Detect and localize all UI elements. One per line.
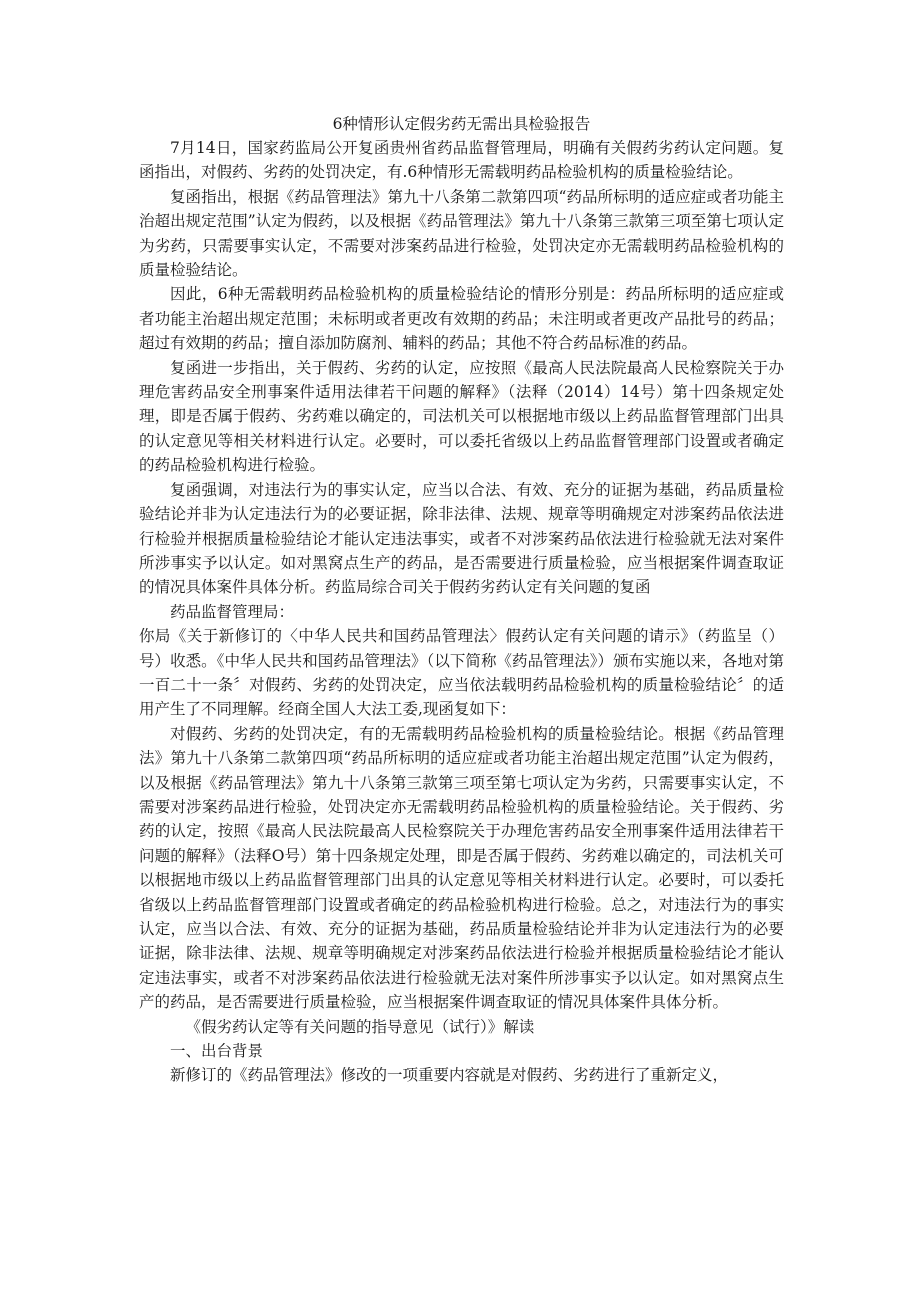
document-page: [139, 112, 784, 1088]
paragraph-3: 因此，6种无需载明药品检验机构的质量检验结论的情形分别是：药品所标明的适应症或者功能主治超出规定范围；未标明或者更改有效期的药品；未注明或者更改产品批号的药品；超过有效期的药品；擅自添加防腐剂、辅料的药品；其他不符合药品标准的药品。: [139, 285, 784, 353]
paragraph-reply: 对假药、劣药的处罚决定，有的无需载明药品检验机构的质量检验结论。根据《药品管理法》第九十八条第二款第四项“药品所标明的适应症或者功能主治超出规定范围”认定为假药，以及根据《药品管理法》第九十八条第三款第三项至第七项认定为劣药，只需要事实认定，不需要对涉案药品进行检验，处罚决定亦无需载明药品检验机构的质量检验结论。关于假药、劣药的认定，按照《最高人民法院最高人民检察院关于办理危害药品安全刑事案件适用法律若干问题的解释》（法释O号）第十四条规定处理，即是否属于假药、劣药难以确定的，司法机关可以根据地市级以上药品监督管理部门出具的认定意见等相关材料进行认定。必要时，可以委托省级以上药品监督管理部门设置或者确定的药品检验机构进行检验。总之，对违法行为的事实认定，应当以合法、有效、充分的证据为基础，药品质量检验结论并非为认定违法行为的必要证据，除非法律、法规、规章等明确规定对涉案药品依法进行检验并根据质量检验结论才能认定违法事实，或者不对涉案药品依法进行检验就无法对案件所涉事实予以认定。如对黑窝点生产的药品，是否需要进行质量检验，应当根据案件调查取证的情况具体案件具体分析。: [139, 724, 784, 1012]
document-title: 6种情形认定假劣药无需出具检验报告: [332, 115, 591, 133]
section-title-interpretation: 《假劣药认定等有关问题的指导意见（试行）》解读: [185, 1017, 535, 1036]
addressee-line: 药品监督管理局：: [170, 602, 295, 621]
paragraph-background: 新修订的《药品管理法》修改的一项重要内容就是对假药、劣药进行了重新定义，: [170, 1066, 729, 1085]
paragraph-5: 复函强调，对违法行为的事实认定，应当以合法、有效、充分的证据为基础，药品质量检验结论并非为认定违法行为的必要证据，除非法律、法规、规章等明确规定对涉案药品依法进行检验并根据质量检验结论才能认定违法事实，或者不对涉案药品依法进行检验就无法对案件所涉事实予以认定。如对黑窝点生产的药品，是否需要进行质量检验，应当根据案件调查取证的情况具体案件具体分析。药监局综合司关于假药劣药认定有关问题的复函: [139, 480, 784, 597]
paragraph-4: 复函进一步指出，关于假药、劣药的认定，应按照《最高人民法院最高人民检察院关于办理危害药品安全刑事案件适用法律若干问题的解释》（法释（2014）14号）第十四条规定处理，即是否属于假药、劣药难以确定的，司法机关可以根据地市级以上药品监督管理部门出具的认定意见等相关材料进行认定。必要时，可以委托省级以上药品监督管理部门设置或者确定的药品检验机构进行检验。: [139, 358, 784, 475]
paragraph-2: 复函指出，根据《药品管理法》第九十八条第二款第四项“药品所标明的适应症或者功能主治超出规定范围”认定为假药，以及根据《药品管理法》第九十八条第三款第三项至第七项认定为劣药，只需要事实认定，不需要对涉案药品进行检验，处罚决定亦无需载明药品检验机构的质量检验结论。: [139, 187, 784, 280]
paragraph-1: 7月14日，国家药监局公开复函贵州省药品监督管理局，明确有关假药劣药认定问题。复函指出，对假药、劣药的处罚决定，有.6种情形无需载明药品检验机构的质量检验结论。: [139, 139, 784, 182]
paragraph-letter-body: 你局《关于新修订的〈中华人民共和国药品管理法〉假药认定有关问题的请示》（药监呈（）号）收悉。《中华人民共和国药品管理法》（以下简称《药品管理法》）颁布实施以来，各地对第一百二十一条〞对假药、劣药的处罚决定，应当依法载明药品检验机构的质量检验结论〞的适用产生了不同理解。经商全国人大法工委,现函复如下：: [139, 627, 784, 719]
section-heading-background: 一、出台背景: [170, 1042, 264, 1061]
